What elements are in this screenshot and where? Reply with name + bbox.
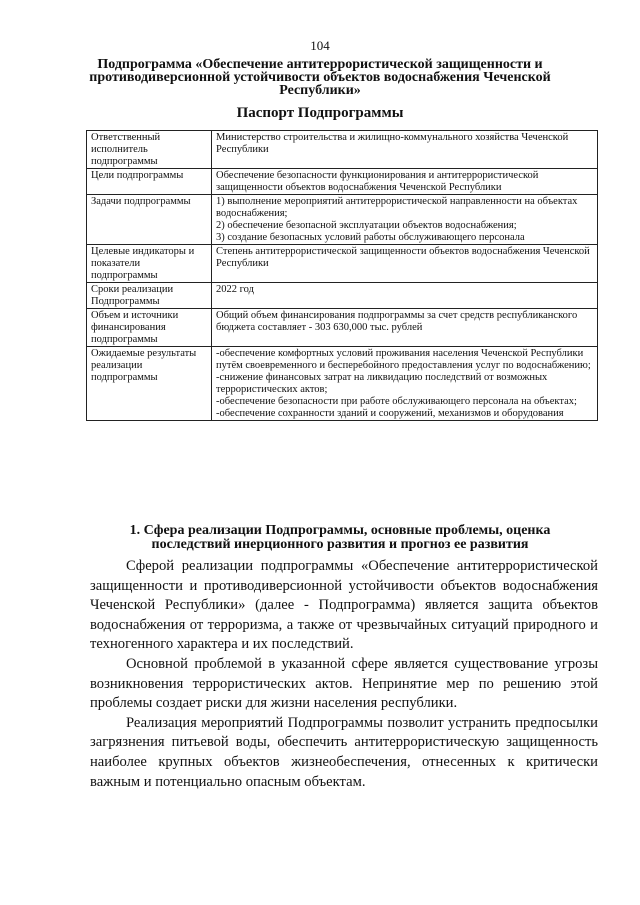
subprogram-title: Подпрограмма «Обеспечение антитеррористической защищенности и противодиверсионной устойчивости объектов водоснабжения Чеченской Республики» [89, 57, 551, 98]
table-row [87, 309, 598, 347]
section-heading [90, 524, 590, 552]
table-row [87, 283, 598, 309]
row-label: Целевые индикаторы и показатели подпрограммы [87, 245, 212, 283]
row-label: Ожидаемые результаты реализации подпрограммы [87, 347, 212, 421]
row-label: Ответственный исполнитель подпрограммы [87, 131, 212, 169]
row-value: Общий объем финансирования подпрограммы за счет средств республиканского бюджета составляет - 303 630,000 тыс. рублей [212, 309, 598, 347]
table-row [87, 169, 598, 195]
row-label: Цели подпрограммы [87, 169, 212, 195]
row-value: Министерство строительства и жилищно-коммунального хозяйства Чеченской Республики [212, 131, 598, 169]
table-row [87, 245, 598, 283]
table-row [87, 347, 598, 421]
paragraph: Реализация мероприятий Подпрограммы позволит устранить предпосылки загрязнения питьевой воды, обеспечить антитеррористическую защищенность наиболее крупных объектов жизнеобеспечения, отнесенных к критически важным и потенциально опасным объектам. [90, 714, 598, 790]
row-label: Задачи подпрограммы [87, 195, 212, 245]
row-value: 1) выполнение мероприятий антитеррористической направленности на объектах водоснабжения; 2) обеспечение безопасной эксплуатации объектов водоснабжения; 3) создание безопасных условий работы обслуживающего персонала [212, 195, 598, 245]
row-value: 2022 год [212, 283, 598, 309]
row-value: Степень антитеррористической защищенности объектов водоснабжения Чеченской Республики [212, 245, 598, 283]
section-body [90, 557, 598, 792]
row-label: Объем и источники финансирования подпрограммы [87, 309, 212, 347]
row-label: Сроки реализации Подпрограммы [87, 283, 212, 309]
row-value: -обеспечение комфортных условий проживания населения Чеченской Республики путём своевременного и бесперебойного предоставления услуг по водоснабжению; -снижение финансовых затрат на ликвидацию последствий от возможных террористических актов; -обеспечение безопасности при работе обслуживающего персонала на объектах; -обеспечение сохранности зданий и сооружений, механизмов и оборудования [212, 347, 598, 421]
passport-heading: Паспорт Подпрограммы [236, 105, 404, 121]
table-row [87, 195, 598, 245]
page-number: 104 [310, 38, 330, 53]
row-value: Обеспечение безопасности функционирования и антитеррористической защищенности объектов водоснабжения Чеченской Республики [212, 169, 598, 195]
section-heading-line: последствий инерционного развития и прогноз ее развития [151, 537, 529, 552]
section-heading-line: 1. Сфера реализации Подпрограммы, основные проблемы, оценка [129, 523, 551, 538]
table-row [87, 131, 598, 169]
passport-table [86, 130, 598, 421]
paragraph: Сферой реализации подпрограммы «Обеспечение антитеррористической защищенности и противодиверсионной устойчивости объектов водоснабжения Чеченской Республики» (далее - Подпрограмма) является защита объектов водоснабжения от терроризма, а также от чрезвычайных ситуаций природного и техногенного характера и их последствий. [90, 558, 598, 653]
paragraph: Основной проблемой в указанной сфере является существование угрозы возникновения террористических актов. Непринятие мер по решению этой проблемы создает риски для жизни населения республики. [90, 655, 598, 712]
